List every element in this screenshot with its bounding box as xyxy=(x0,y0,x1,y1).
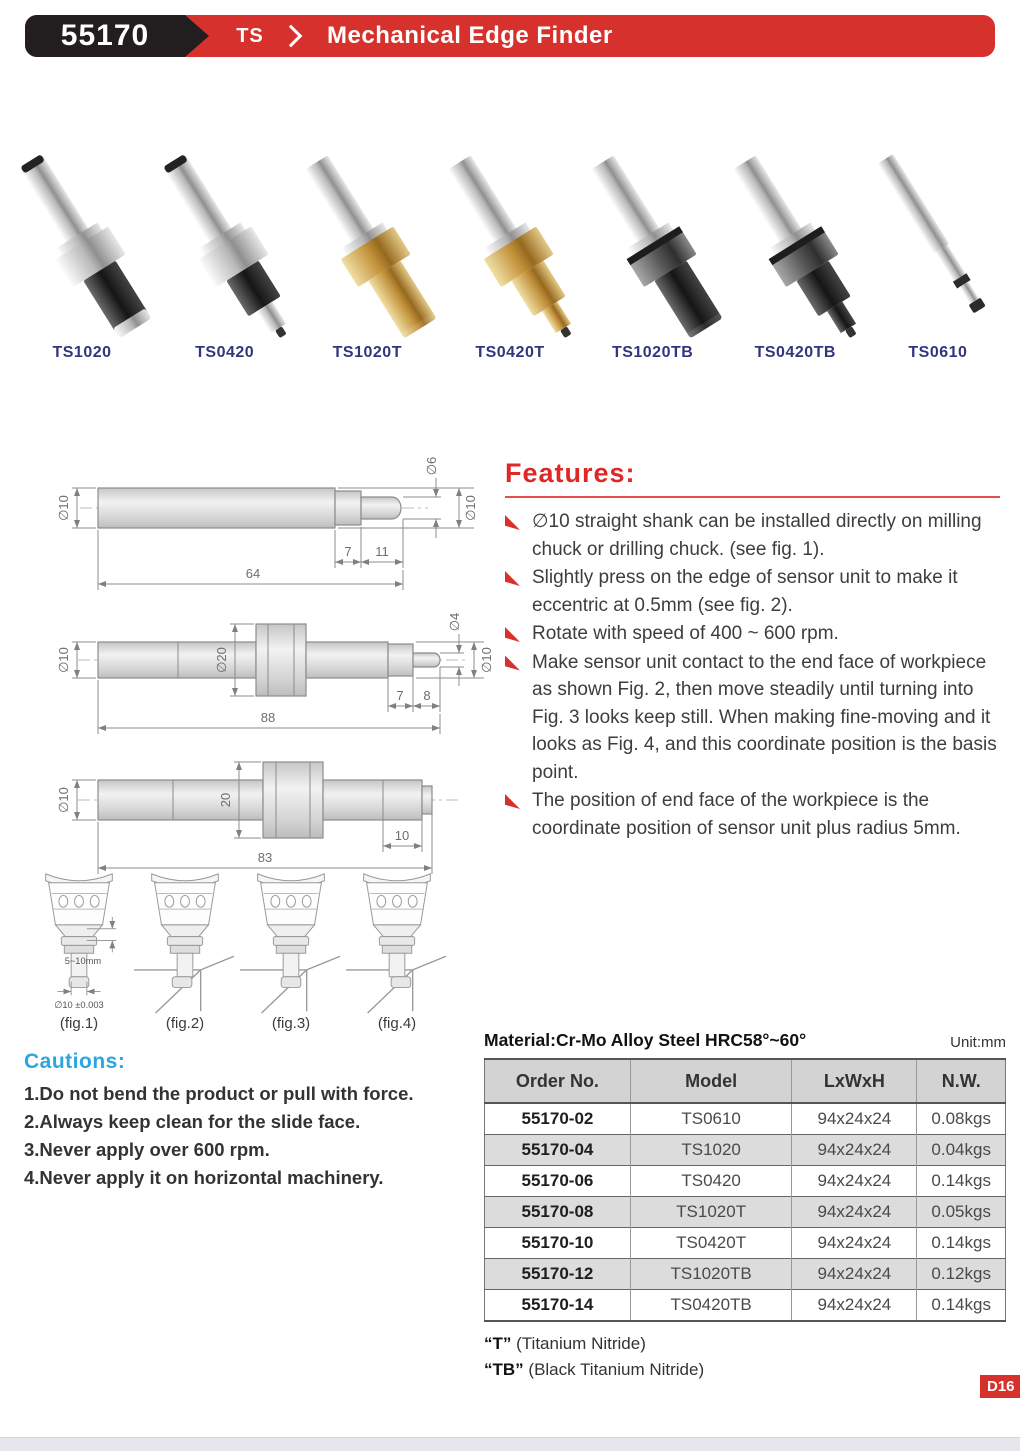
table-row: 55170-10 TS0420T 94x24x24 0.14kgs xyxy=(485,1228,1006,1259)
col-nw: N.W. xyxy=(917,1059,1006,1103)
figure xyxy=(240,868,342,1032)
product-photo xyxy=(725,138,865,350)
features-list xyxy=(505,508,1000,842)
product-photo xyxy=(868,138,1008,350)
product-photo xyxy=(440,138,580,350)
product-model-label: TS1020 xyxy=(52,344,112,361)
product-item xyxy=(12,138,152,362)
page-number-badge: D16 xyxy=(980,1375,1020,1398)
header-banner xyxy=(25,15,995,57)
feature-item: Slightly press on the edge of sensor unit to make it eccentric at 0.5mm (see fig. 2). xyxy=(505,564,1000,619)
figure-illustration xyxy=(134,868,236,1015)
material-spec: Material:Cr-Mo Alloy Steel HRC58°~60° xyxy=(484,1030,807,1050)
figure-label: (fig.4) xyxy=(377,1015,417,1032)
caution-item: 1.Do not bend the product or pull with force. xyxy=(24,1083,414,1104)
series-label: TS xyxy=(236,25,264,47)
product-model-label: TS0420T xyxy=(475,344,545,361)
drawing-dimension-2 xyxy=(28,598,498,736)
figure xyxy=(134,868,236,1032)
product-item xyxy=(297,138,437,362)
fig-dim-label: ∅10 ±0.003 xyxy=(54,1000,104,1011)
table-row: 55170-06 TS0420 94x24x24 0.14kgs xyxy=(485,1166,1006,1197)
figure-illustration xyxy=(240,868,342,1015)
dim-label: 8 xyxy=(423,688,431,703)
note-item: “T” (Titanium Nitride) xyxy=(484,1334,646,1353)
figure-label: (fig.3) xyxy=(271,1015,311,1032)
dim-label: 7 xyxy=(396,688,404,703)
product-model-label: TS0420 xyxy=(195,344,255,361)
dim-label: 83 xyxy=(257,850,273,865)
features-section xyxy=(505,458,1000,843)
figure xyxy=(28,868,130,1032)
figure-illustration xyxy=(28,868,130,1015)
dim-label: 64 xyxy=(245,566,261,581)
col-lwh: LxWxH xyxy=(792,1059,917,1103)
product-model-label: TS0610 xyxy=(908,344,968,361)
dim-label: ∅10 xyxy=(56,495,71,521)
caution-item: 2.Always keep clean for the slide face. xyxy=(24,1111,361,1132)
cautions-heading: Cautions: xyxy=(24,1050,126,1073)
product-item xyxy=(440,138,580,362)
spec-table-section xyxy=(484,1030,1006,1383)
product-code: 55170 xyxy=(60,19,150,52)
product-photo xyxy=(155,138,295,350)
figure xyxy=(346,868,448,1032)
product-photo xyxy=(297,138,437,350)
product-item xyxy=(155,138,295,362)
table-row: 55170-14 TS0420TB 94x24x24 0.14kgs xyxy=(485,1290,1006,1322)
product-item xyxy=(725,138,865,362)
dim-label: ∅10 xyxy=(463,495,478,521)
product-model-label: TS0420TB xyxy=(754,344,836,361)
figure-illustration xyxy=(346,868,448,1015)
features-heading: Features: xyxy=(505,458,1000,498)
technical-drawings xyxy=(28,448,494,878)
flag-bullet-icon xyxy=(505,515,520,530)
spec-table xyxy=(484,1058,1006,1322)
feature-item: Make sensor unit contact to the end face of workpiece as shown Fig. 2, then move steadily until turning into Fig. 3 looks keep still. When making fine-moving and it looks as Fig. 4, and this coordinate position is the basis point. xyxy=(505,649,1000,787)
note-item: “TB” (Black Titanium Nitride) xyxy=(484,1360,705,1379)
chevron-right-icon xyxy=(280,25,303,48)
cautions-section xyxy=(24,1050,476,1192)
flag-bullet-icon xyxy=(505,571,520,586)
product-item xyxy=(583,138,723,362)
col-model: Model xyxy=(630,1059,792,1103)
dim-label: 88 xyxy=(260,710,276,725)
drawing-dimension-1 xyxy=(28,448,483,596)
flag-bullet-icon xyxy=(505,627,520,642)
flag-bullet-icon xyxy=(505,656,520,671)
installation-figures xyxy=(28,868,452,1032)
feature-item: Rotate with speed of 400 ~ 600 rpm. xyxy=(505,620,1000,648)
dim-label: ∅6 xyxy=(424,456,439,476)
figure-label: (fig.2) xyxy=(165,1015,205,1032)
flag-bullet-icon xyxy=(505,794,520,809)
caution-item: 3.Never apply over 600 rpm. xyxy=(24,1139,270,1160)
dim-label: ∅20 xyxy=(214,647,229,673)
product-photo xyxy=(12,138,152,350)
table-header-row xyxy=(485,1059,1006,1103)
fig-dim-label: 5~10mm xyxy=(64,956,102,967)
dim-label: ∅4 xyxy=(447,612,462,632)
page-title: Mechanical Edge Finder xyxy=(327,22,613,49)
drawing-dimension-3 xyxy=(28,738,498,876)
spec-header xyxy=(484,1030,1006,1051)
dim-label: ∅10 xyxy=(56,787,71,813)
dim-label: ∅10 xyxy=(56,647,71,673)
table-row: 55170-08 TS1020T 94x24x24 0.05kgs xyxy=(485,1197,1006,1228)
figure-label: (fig.1) xyxy=(59,1015,99,1032)
feature-item: ∅10 straight shank can be installed directly on milling chuck or drilling chuck. (see fig. 1). xyxy=(505,508,1000,563)
product-code-block xyxy=(25,15,185,57)
unit-label: Unit:mm xyxy=(950,1034,1006,1051)
feature-item: The position of end face of the workpiece is the coordinate position of sensor unit plus radius 5mm. xyxy=(505,787,1000,842)
product-model-label: TS1020TB xyxy=(611,344,694,361)
dim-label: 20 xyxy=(218,792,233,808)
bottom-bar xyxy=(0,1437,1020,1451)
table-row: 55170-12 TS1020TB 94x24x24 0.12kgs xyxy=(485,1259,1006,1290)
dim-label: 11 xyxy=(375,544,389,559)
col-order-no: Order No. xyxy=(485,1059,631,1103)
table-row: 55170-04 TS1020 94x24x24 0.04kgs xyxy=(485,1135,1006,1166)
table-row: 55170-02 TS0610 94x24x24 0.08kgs xyxy=(485,1103,1006,1135)
product-item xyxy=(868,138,1008,362)
dim-label: 10 xyxy=(394,828,410,843)
dim-label: ∅10 xyxy=(479,647,494,673)
caution-item: 4.Never apply it on horizontal machinery. xyxy=(24,1167,384,1188)
product-gallery xyxy=(12,138,1008,362)
product-photo xyxy=(583,138,723,350)
product-model-label: TS1020T xyxy=(332,344,402,361)
coating-notes xyxy=(484,1331,1006,1383)
dim-label: 7 xyxy=(344,544,352,559)
code-arrow-shape xyxy=(185,15,209,57)
